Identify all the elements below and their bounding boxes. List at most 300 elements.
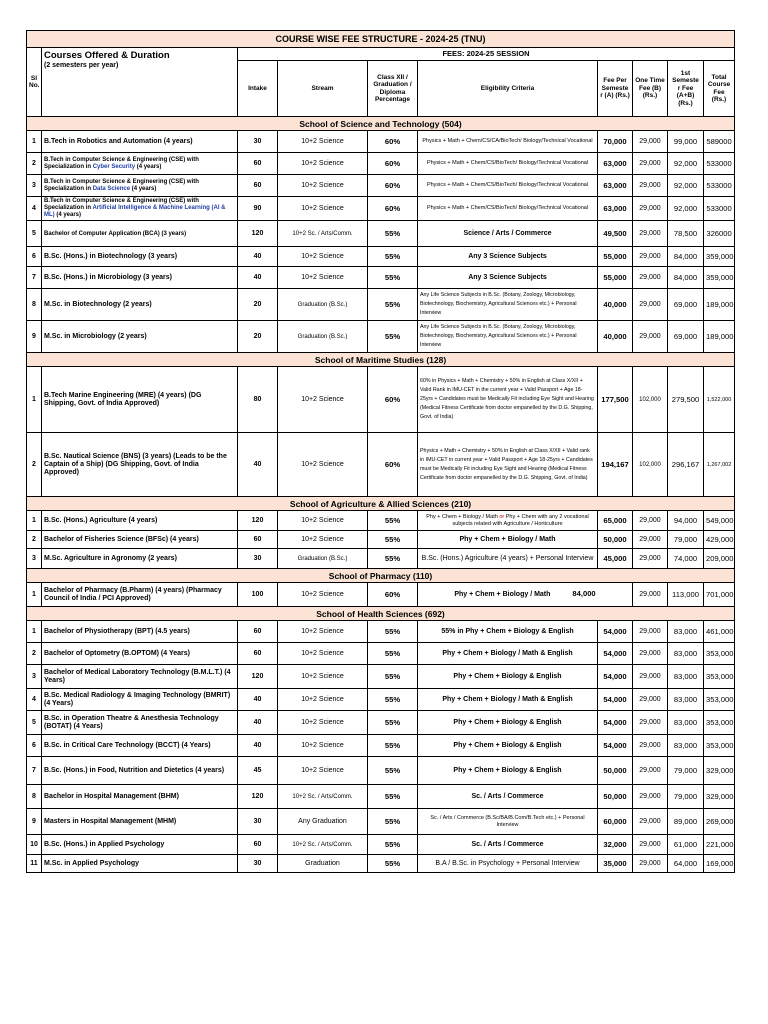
eligibility-cell: Phy + Chem + Biology / Math (418, 531, 598, 549)
total-course-fee-cell: 169,000 (704, 855, 735, 873)
intake-cell: 40 (238, 247, 278, 267)
fee-per-semester-cell: 55,000 (598, 247, 633, 267)
title-row (27, 31, 735, 48)
course-cell: B.Sc. Medical Radiology & Imaging Technology (BMRIT) (4 Years) (42, 689, 238, 711)
sl-no-cell: 7 (27, 267, 42, 289)
course-cell: B.Sc. (Hons.) in Biotechnology (3 years) (42, 247, 238, 267)
eligibility-prefix: Phy + Chem + Biology / Math (426, 514, 500, 520)
fee-per-semester-cell: 49,500 (598, 221, 633, 247)
fee-per-semester-cell: 63,000 (598, 153, 633, 175)
course-cell: B.Sc. (Hons.) in Applied Psychology (42, 835, 238, 855)
course-cell: M.Sc. in Applied Psychology (42, 855, 238, 873)
percentage-cell: 55% (368, 267, 418, 289)
stream-cell: 10+2 Science (278, 531, 368, 549)
eligibility-cell: Science / Arts / Commerce (418, 221, 598, 247)
course-row (27, 511, 735, 531)
stream-cell: 10+2 Science (278, 267, 368, 289)
course-name-prefix: B.Tech in Computer Science & Engineering (CSE) with Specialization in (44, 156, 199, 170)
section-title: School of Science and Technology (504) (27, 117, 735, 131)
eligibility-cell: Phy + Chem + Biology / Math & English (418, 689, 598, 711)
course-row (27, 321, 735, 353)
header-row-1 (27, 48, 735, 61)
course-row (27, 549, 735, 569)
one-time-fee-cell: 29,000 (633, 711, 668, 735)
first-semester-fee-cell: 79,000 (668, 785, 704, 809)
course-row (27, 735, 735, 757)
sl-no-cell: 1 (27, 367, 42, 433)
course-row (27, 221, 735, 247)
total-course-fee-cell: 589000 (704, 131, 735, 153)
stream-cell: 10+2 Science (278, 621, 368, 643)
course-row (27, 197, 735, 221)
sl-no-cell: 1 (27, 131, 42, 153)
sl-no-cell: 5 (27, 711, 42, 735)
course-cell: M.Sc. in Microbiology (2 years) (42, 321, 238, 353)
document-title: COURSE WISE FEE STRUCTURE - 2024-25 (TNU) (27, 31, 735, 48)
course-cell: B.Sc. (Hons.) in Microbiology (3 years) (42, 267, 238, 289)
total-course-fee-cell: 533000 (704, 175, 735, 197)
total-course-fee-cell: 359,000 (704, 267, 735, 289)
first-semester-fee-cell: 89,000 (668, 809, 704, 835)
eligibility-cell: Physics + Math + Chem/CS/CA/BioTech/ Biology/Technical Vocational (418, 131, 598, 153)
course-row (27, 433, 735, 497)
eligibility-cell: Any 3 Science Subjects (418, 267, 598, 289)
total-course-fee-cell: 221,000 (704, 835, 735, 855)
course-row (27, 711, 735, 735)
course-cell: B.Sc. in Critical Care Technology (BCCT) (4 Years) (42, 735, 238, 757)
one-time-fee-cell: 29,000 (633, 835, 668, 855)
sl-no-cell: 1 (27, 511, 42, 531)
fee-per-semester-cell: 40,000 (598, 289, 633, 321)
first-semester-fee-cell: 92,000 (668, 175, 704, 197)
eligibility-cell: Phy + Chem + Biology & English (418, 757, 598, 785)
percentage-cell: 55% (368, 665, 418, 689)
first-semester-fee-cell: 83,000 (668, 689, 704, 711)
fee-per-semester-cell: 50,000 (598, 531, 633, 549)
sl-no-cell: 10 (27, 835, 42, 855)
sl-no-cell: 9 (27, 809, 42, 835)
fee-per-semester-cell: 50,000 (598, 785, 633, 809)
intake-cell: 60 (238, 621, 278, 643)
stream-cell: 10+2 Science (278, 153, 368, 175)
sl-no-cell: 3 (27, 549, 42, 569)
header-fee-per-semester: Fee Per Semeste r (A) (Rs.) (598, 61, 633, 117)
course-name-prefix: B.Tech in Computer Science & Engineering (CSE) with Specialization in (44, 198, 199, 211)
one-time-fee-cell: 29,000 (633, 531, 668, 549)
first-semester-fee-cell: 78,500 (668, 221, 704, 247)
header-eligibility: Eligibility Criteria (418, 61, 598, 117)
section-title: School of Pharmacy (110) (27, 569, 735, 583)
header-semesters-note: (2 semesters per year) (44, 62, 119, 69)
sl-no-cell: 2 (27, 531, 42, 549)
stream-cell: 10+2 Science (278, 511, 368, 531)
header-courses-offered: Courses Offered & Duration (44, 50, 170, 61)
eligibility-cell: Sc. / Arts / Commerce (418, 785, 598, 809)
stream-cell: 10+2 Science (278, 689, 368, 711)
course-row (27, 131, 735, 153)
one-time-fee-cell: 29,000 (633, 855, 668, 873)
stream-cell: 10+2 Sc. / Arts/Comm. (278, 221, 368, 247)
sl-no-cell: 3 (27, 175, 42, 197)
percentage-cell: 55% (368, 531, 418, 549)
total-course-fee-cell: 549,000 (704, 511, 735, 531)
fee-per-semester-cell: 54,000 (598, 711, 633, 735)
one-time-fee-cell: 29,000 (633, 583, 668, 607)
eligibility-cell: B.A / B.Sc. in Psychology + Personal Interview (418, 855, 598, 873)
total-course-fee-cell: 326000 (704, 221, 735, 247)
percentage-cell: 60% (368, 131, 418, 153)
sl-no-cell: 4 (27, 689, 42, 711)
fee-per-semester-cell: 45,000 (598, 549, 633, 569)
eligibility-cell: Phy + Chem + Biology & English (418, 665, 598, 689)
intake-cell: 30 (238, 809, 278, 835)
total-course-fee-cell: 1,522,000 (704, 367, 735, 433)
percentage-cell: 60% (368, 175, 418, 197)
total-course-fee-cell: 189,000 (704, 321, 735, 353)
course-row (27, 665, 735, 689)
first-semester-fee-cell: 296,167 (668, 433, 704, 497)
first-semester-fee-cell: 83,000 (668, 711, 704, 735)
course-cell (42, 197, 238, 221)
intake-cell: 120 (238, 785, 278, 809)
one-time-fee-cell: 29,000 (633, 197, 668, 221)
header-intake: Intake (238, 61, 278, 117)
course-row (27, 835, 735, 855)
stream-cell: 10+2 Science (278, 197, 368, 221)
percentage-cell: 55% (368, 785, 418, 809)
first-semester-fee-cell: 94,000 (668, 511, 704, 531)
header-first-semester-fee: 1st Semeste r Fee (A+B) (Rs.) (668, 61, 704, 117)
course-row (27, 247, 735, 267)
percentage-cell: 60% (368, 433, 418, 497)
course-cell: Bachelor of Pharmacy (B.Pharm) (4 years) (Pharmacy Council of India / PCI Approved) (42, 583, 238, 607)
intake-cell: 40 (238, 689, 278, 711)
fee-per-semester-cell: 40,000 (598, 321, 633, 353)
first-semester-fee-cell: 64,000 (668, 855, 704, 873)
intake-cell: 60 (238, 531, 278, 549)
course-cell: M.Sc. in Biotechnology (2 years) (42, 289, 238, 321)
header-courses (42, 48, 238, 117)
eligibility-cell: B.Sc. (Hons.) Agriculture (4 years) + Personal Interview (418, 549, 598, 569)
course-cell: Bachelor of Medical Laboratory Technology (B.M.L.T.) (4 Years) (42, 665, 238, 689)
sl-no-cell: 4 (27, 197, 42, 221)
course-cell: Bachelor of Fisheries Science (BFSc) (4 years) (42, 531, 238, 549)
course-cell (42, 153, 238, 175)
course-cell: M.Sc. Agriculture in Agronomy (2 years) (42, 549, 238, 569)
course-cell: B.Sc. Nautical Science (BNS) (3 years) (Leads to be the Captain of a Ship) (DG Shipping, Govt. of India Approved) (42, 433, 238, 497)
section-header-row (27, 607, 735, 621)
stream-cell: Any Graduation (278, 809, 368, 835)
course-row (27, 809, 735, 835)
fee-per-semester-cell: 55,000 (598, 267, 633, 289)
stream-cell: 10+2 Science (278, 665, 368, 689)
section-title: School of Maritime Studies (128) (27, 353, 735, 367)
intake-cell: 60 (238, 153, 278, 175)
course-cell: Bachelor of Computer Application (BCA) (3 years) (42, 221, 238, 247)
eligibility-text: Phy + Chem + Biology / Math (454, 591, 551, 598)
course-cell: Bachelor in Hospital Management (BHM) (42, 785, 238, 809)
course-cell: Masters in Hospital Management (MHM) (42, 809, 238, 835)
total-course-fee-cell: 429,000 (704, 531, 735, 549)
first-semester-fee-cell: 61,000 (668, 835, 704, 855)
stream-cell: 10+2 Science (278, 643, 368, 665)
stream-cell: 10+2 Science (278, 735, 368, 757)
sl-no-cell: 6 (27, 247, 42, 267)
intake-cell: 60 (238, 175, 278, 197)
fee-per-semester-cell: 177,500 (598, 367, 633, 433)
eligibility-cell: Any 3 Science Subjects (418, 247, 598, 267)
intake-cell: 30 (238, 855, 278, 873)
course-row (27, 367, 735, 433)
total-course-fee-cell: 1,267,002 (704, 433, 735, 497)
course-cell (42, 175, 238, 197)
intake-cell: 90 (238, 197, 278, 221)
fee-per-semester-cell: 54,000 (598, 621, 633, 643)
course-specialization: Cyber Security (92, 163, 136, 170)
course-row (27, 785, 735, 809)
total-course-fee-cell: 209,000 (704, 549, 735, 569)
fee-per-semester-cell: 194,167 (598, 433, 633, 497)
one-time-fee-cell: 29,000 (633, 247, 668, 267)
first-semester-fee-cell: 79,000 (668, 757, 704, 785)
one-time-fee-cell: 29,000 (633, 809, 668, 835)
course-row (27, 621, 735, 643)
total-course-fee-cell: 329,000 (704, 757, 735, 785)
stream-cell: 10+2 Sc. / Arts/Comm. (278, 785, 368, 809)
percentage-cell: 55% (368, 711, 418, 735)
course-name-suffix: (4 years) (135, 163, 162, 170)
percentage-cell: 55% (368, 757, 418, 785)
section-title: School of Health Sciences (692) (27, 607, 735, 621)
first-semester-fee-cell: 99,000 (668, 131, 704, 153)
intake-cell: 120 (238, 665, 278, 689)
one-time-fee-cell: 29,000 (633, 511, 668, 531)
header-sl-no: Sl No. (27, 48, 42, 117)
course-row (27, 583, 735, 607)
course-specialization: Data Science (92, 185, 131, 192)
section-header-row (27, 117, 735, 131)
header-class-xii: Class XII / Graduation / Diploma Percentage (368, 61, 418, 117)
one-time-fee-cell: 29,000 (633, 221, 668, 247)
percentage-cell: 55% (368, 321, 418, 353)
fee-per-semester-cell: 50,000 (598, 757, 633, 785)
one-time-fee-cell: 102,000 (633, 367, 668, 433)
section-header-row (27, 353, 735, 367)
one-time-fee-cell: 29,000 (633, 643, 668, 665)
eligibility-cell (418, 511, 598, 531)
one-time-fee-cell: 29,000 (633, 621, 668, 643)
total-course-fee-cell: 189,000 (704, 289, 735, 321)
eligibility-cell: Physics + Math + Chem/CS/BioTech/ Biology/Technical Vocational (418, 153, 598, 175)
one-time-fee-cell: 29,000 (633, 153, 668, 175)
eligibility-or: or (499, 514, 505, 520)
total-course-fee-cell: 353,000 (704, 689, 735, 711)
header-stream: Stream (278, 61, 368, 117)
course-cell: B.Sc. in Operation Theatre & Anesthesia Technology (BOTAT) (4 Years) (42, 711, 238, 735)
stream-cell: Graduation (B.Sc.) (278, 289, 368, 321)
sl-no-cell: 1 (27, 621, 42, 643)
sl-no-cell: 6 (27, 735, 42, 757)
course-row (27, 855, 735, 873)
percentage-cell: 60% (368, 583, 418, 607)
course-row (27, 689, 735, 711)
fee-per-semester-cell: 54,000 (598, 735, 633, 757)
total-course-fee-cell: 269,000 (704, 809, 735, 835)
intake-cell: 20 (238, 321, 278, 353)
percentage-cell: 55% (368, 247, 418, 267)
first-semester-fee-cell: 83,000 (668, 643, 704, 665)
course-row (27, 289, 735, 321)
fee-per-semester-cell: 54,000 (598, 643, 633, 665)
stream-cell: 10+2 Science (278, 433, 368, 497)
intake-cell: 60 (238, 643, 278, 665)
sl-no-cell: 9 (27, 321, 42, 353)
total-course-fee-cell: 329,000 (704, 785, 735, 809)
fee-per-semester-cell: 60,000 (598, 809, 633, 835)
eligibility-cell (418, 583, 633, 607)
fee-per-semester-cell: 63,000 (598, 175, 633, 197)
stream-cell: Graduation (278, 855, 368, 873)
eligibility-cell: Physics + Math + Chem/CS/BioTech/ Biology/Technical Vocational (418, 175, 598, 197)
percentage-cell: 55% (368, 855, 418, 873)
percentage-cell: 60% (368, 153, 418, 175)
fee-per-semester-cell: 54,000 (598, 689, 633, 711)
stream-cell: 10+2 Science (278, 247, 368, 267)
eligibility-cell: Any Life Science Subjects in B.Sc. (Botany, Zoology, Microbiology, Biotechnology, Biochemistry, Agricultural Sciences etc.) + Personal Interview (418, 289, 598, 321)
intake-cell: 60 (238, 835, 278, 855)
sl-no-cell: 8 (27, 785, 42, 809)
percentage-cell: 55% (368, 835, 418, 855)
intake-cell: 45 (238, 757, 278, 785)
intake-cell: 40 (238, 711, 278, 735)
total-course-fee-cell: 353,000 (704, 665, 735, 689)
first-semester-fee-cell: 69,000 (668, 289, 704, 321)
section-header-row (27, 569, 735, 583)
stream-cell: 10+2 Science (278, 757, 368, 785)
stream-cell: 10+2 Science (278, 711, 368, 735)
first-semester-fee-cell: 83,000 (668, 665, 704, 689)
stream-cell: 10+2 Science (278, 367, 368, 433)
intake-cell: 20 (238, 289, 278, 321)
course-specialization: Artificial Intelligence & Machine Learning (AI & ML) (44, 205, 226, 218)
stream-cell: 10+2 Science (278, 583, 368, 607)
percentage-cell: 55% (368, 735, 418, 757)
sl-no-cell: 2 (27, 643, 42, 665)
first-semester-fee-cell: 79,000 (668, 531, 704, 549)
stream-cell: 10+2 Science (278, 175, 368, 197)
first-semester-fee-cell: 279,500 (668, 367, 704, 433)
eligibility-cell: Phy + Chem + Biology & English (418, 711, 598, 735)
intake-cell: 40 (238, 433, 278, 497)
one-time-fee-cell: 29,000 (633, 175, 668, 197)
intake-cell: 40 (238, 735, 278, 757)
sl-no-cell: 7 (27, 757, 42, 785)
intake-cell: 30 (238, 549, 278, 569)
one-time-fee-cell: 29,000 (633, 665, 668, 689)
stream-cell: Graduation (B.Sc.) (278, 549, 368, 569)
intake-cell: 80 (238, 367, 278, 433)
first-semester-fee-cell: 92,000 (668, 153, 704, 175)
percentage-cell: 60% (368, 197, 418, 221)
fee-per-semester-value: 84,000 (572, 589, 596, 598)
total-course-fee-cell: 461,000 (704, 621, 735, 643)
first-semester-fee-cell: 92,000 (668, 197, 704, 221)
course-cell: B.Sc. (Hons.) in Food, Nutrition and Dietetics (4 years) (42, 757, 238, 785)
percentage-cell: 55% (368, 621, 418, 643)
eligibility-cell: Phy + Chem + Biology / Math & English (418, 643, 598, 665)
one-time-fee-cell: 29,000 (633, 289, 668, 321)
one-time-fee-cell: 29,000 (633, 321, 668, 353)
header-one-time-fee: One Time Fee (B) (Rs.) (633, 61, 668, 117)
eligibility-cell: Sc. / Arts / Commerce (418, 835, 598, 855)
course-row (27, 175, 735, 197)
course-cell: B.Tech in Robotics and Automation (4 years) (42, 131, 238, 153)
course-name-suffix: (4 years) (130, 185, 157, 192)
percentage-cell: 55% (368, 643, 418, 665)
first-semester-fee-cell: 74,000 (668, 549, 704, 569)
total-course-fee-cell: 533000 (704, 153, 735, 175)
course-name-suffix: (4 years) (54, 212, 82, 218)
course-cell: B.Sc. (Hons.) Agriculture (4 years) (42, 511, 238, 531)
percentage-cell: 55% (368, 289, 418, 321)
stream-cell: 10+2 Sc. / Arts/Comm. (278, 835, 368, 855)
first-semester-fee-cell: 84,000 (668, 247, 704, 267)
course-row (27, 531, 735, 549)
percentage-cell: 55% (368, 809, 418, 835)
fee-structure-table (26, 30, 735, 873)
eligibility-cell: Sc. / Arts / Commerce (B.Sc/BA/B.Com/B.Tech etc.) + Personal Interview (418, 809, 598, 835)
section-title: School of Agriculture & Allied Sciences (210) (27, 497, 735, 511)
percentage-cell: 55% (368, 689, 418, 711)
percentage-cell: 55% (368, 511, 418, 531)
header-total-course-fee: Total Course Fee (Rs.) (704, 61, 735, 117)
fee-per-semester-cell: 63,000 (598, 197, 633, 221)
sl-no-cell: 3 (27, 665, 42, 689)
stream-cell: Graduation (B.Sc.) (278, 321, 368, 353)
sl-no-cell: 1 (27, 583, 42, 607)
fee-per-semester-cell: 70,000 (598, 131, 633, 153)
percentage-cell: 60% (368, 367, 418, 433)
sl-no-cell: 8 (27, 289, 42, 321)
course-name-prefix: B.Tech in Computer Science & Engineering (CSE) with Specialization in (44, 178, 199, 192)
fee-per-semester-cell: 65,000 (598, 511, 633, 531)
sl-no-cell: 11 (27, 855, 42, 873)
eligibility-cell: 55% in Phy + Chem + Biology & English (418, 621, 598, 643)
first-semester-fee-cell: 83,000 (668, 621, 704, 643)
fee-structure-sheet (26, 30, 734, 873)
sl-no-cell: 5 (27, 221, 42, 247)
intake-cell: 40 (238, 267, 278, 289)
sl-no-cell: 2 (27, 433, 42, 497)
total-course-fee-cell: 353,000 (704, 711, 735, 735)
fee-per-semester-cell: 32,000 (598, 835, 633, 855)
first-semester-fee-cell: 84,000 (668, 267, 704, 289)
course-row (27, 643, 735, 665)
header-fees-session: FEES: 2024-25 SESSION (238, 48, 735, 61)
percentage-cell: 55% (368, 549, 418, 569)
intake-cell: 120 (238, 221, 278, 247)
eligibility-suffix: Phy + Chem with any 2 vocational subjects related with Agriculture / Horticulture (452, 514, 589, 527)
course-cell: Bachelor of Optometry (B.OPTOM) (4 Years) (42, 643, 238, 665)
course-row (27, 267, 735, 289)
total-course-fee-cell: 701,000 (704, 583, 735, 607)
section-header-row (27, 497, 735, 511)
intake-cell: 100 (238, 583, 278, 607)
one-time-fee-cell: 29,000 (633, 267, 668, 289)
first-semester-fee-cell: 83,000 (668, 735, 704, 757)
total-course-fee-cell: 353,000 (704, 643, 735, 665)
total-course-fee-cell: 533000 (704, 197, 735, 221)
